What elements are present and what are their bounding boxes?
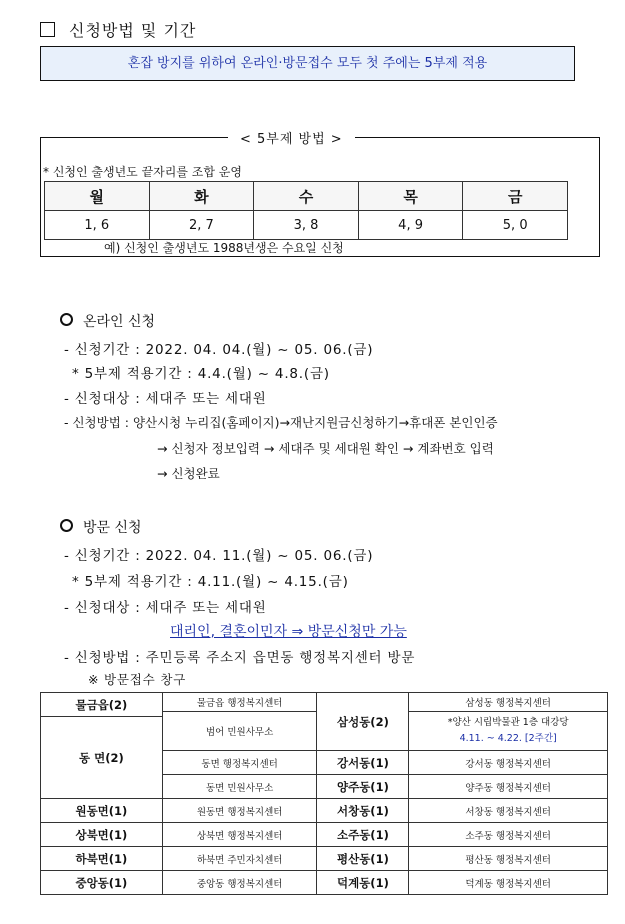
weekday-thu: 목 — [358, 182, 463, 211]
proxy-applicant-note: 대리인, 결혼이민자 ⇒ 방문신청만 가능 — [170, 624, 407, 640]
office-cell: 서창동 행정복지센터 — [409, 799, 608, 823]
table-row — [41, 693, 608, 712]
digit-mon: 1, 6 — [45, 211, 150, 240]
checkbox-icon — [40, 22, 55, 37]
visit-period: - 신청기간 : 2022. 04. 11.(월) ~ 05. 06.(금) — [64, 548, 374, 564]
area-cell: 덕계동(1) — [317, 871, 409, 895]
weekday-fri: 금 — [463, 182, 568, 211]
example-note: 예) 신청인 출생년도 1988년생은 수요일 신청 — [104, 241, 344, 255]
office-cell: 평산동 행정복지센터 — [409, 847, 608, 871]
office-cell: 원동면 행정복지센터 — [162, 799, 317, 823]
weekday-wed: 수 — [254, 182, 359, 211]
digit-row — [45, 211, 568, 240]
online-period: - 신청기간 : 2022. 04. 04.(월) ~ 05. 06.(금) — [64, 342, 374, 358]
office-cell — [409, 712, 608, 751]
area-cell: 양주동(1) — [317, 775, 409, 799]
office-cell: 양주동 행정복지센터 — [409, 775, 608, 799]
area-cell: 삼성동(2) — [317, 693, 409, 751]
office-cell: 범어 민원사무소 — [162, 712, 317, 751]
area-cell: 물금읍(2) — [41, 693, 163, 717]
digit-wed: 3, 8 — [254, 211, 359, 240]
circle-bullet-icon — [60, 313, 73, 326]
notice-text: 혼잡 방지를 위하여 온라인·방문접수 모두 첫 주에는 5부제 적용 — [127, 56, 488, 71]
visit-office-table — [40, 692, 608, 895]
office-cell: 동면 행정복지센터 — [162, 751, 317, 775]
visit-counter-label: ※ 방문접수 창구 — [88, 672, 187, 687]
section-title — [40, 18, 196, 41]
section-title-text: 신청방법 및 기간 — [69, 21, 197, 40]
online-target: - 신청대상 : 세대주 또는 세대원 — [64, 391, 267, 407]
table-row — [41, 799, 608, 823]
visit-five-period: * 5부제 적용기간 : 4.11.(월) ~ 4.15.(금) — [72, 574, 349, 590]
visit-target: - 신청대상 : 세대주 또는 세대원 — [64, 600, 267, 616]
circle-bullet-icon — [60, 519, 73, 532]
museum-office-text: *양산 시립박물관 1층 대강당 — [447, 717, 569, 728]
office-cell: 삼성동 행정복지센터 — [409, 693, 608, 712]
office-cell: 소주동 행정복지센터 — [409, 823, 608, 847]
area-cell: 동 면(2) — [41, 717, 163, 799]
digit-tue: 2, 7 — [149, 211, 254, 240]
area-cell: 원동면(1) — [41, 799, 163, 823]
office-cell: 동면 민원사무소 — [162, 775, 317, 799]
online-method-2: → 신청자 정보입력 → 세대주 및 세대원 확인 → 계좌번호 입력 — [157, 441, 494, 456]
office-cell: 물금읍 행정복지센터 — [162, 693, 317, 712]
five-day-rotation-note: * 신청인 출생년도 끝자리를 조합 운영 — [43, 165, 242, 179]
visit-method: - 신청방법 : 주민등록 주소지 읍면동 행정복지센터 방문 — [64, 650, 416, 666]
weekday-mon: 월 — [45, 182, 150, 211]
five-day-rotation-title: < 5부제 방법 > — [228, 128, 355, 147]
area-cell: 중앙동(1) — [41, 871, 163, 895]
online-method-3: → 신청완료 — [157, 466, 220, 481]
weekday-tue: 화 — [149, 182, 254, 211]
online-method-1: - 신청방법 : 양산시청 누리집(홈페이지)→재난지원금신청하기→휴대폰 본인인증 — [64, 415, 498, 430]
museum-office-period: 4.11. ~ 4.22. [2주간] — [459, 733, 557, 744]
table-row — [41, 847, 608, 871]
table-row — [41, 823, 608, 847]
online-heading — [60, 311, 155, 331]
area-cell: 소주동(1) — [317, 823, 409, 847]
weekday-header-row — [45, 182, 568, 211]
area-cell: 평산동(1) — [317, 847, 409, 871]
office-cell: 상북면 행정복지센터 — [162, 823, 317, 847]
visit-heading — [60, 517, 142, 537]
digit-fri: 5, 0 — [463, 211, 568, 240]
weekday-table — [44, 181, 568, 240]
online-heading-text: 온라인 신청 — [83, 314, 156, 330]
area-cell: 서창동(1) — [317, 799, 409, 823]
area-cell: 하북면(1) — [41, 847, 163, 871]
area-cell: 상북면(1) — [41, 823, 163, 847]
online-five-period: * 5부제 적용기간 : 4.4.(월) ~ 4.8.(금) — [72, 366, 330, 382]
office-cell: 중앙동 행정복지센터 — [162, 871, 317, 895]
table-row — [41, 871, 608, 895]
notice-box — [40, 46, 575, 81]
office-cell: 하북면 주민자치센터 — [162, 847, 317, 871]
visit-heading-text: 방문 신청 — [83, 520, 142, 536]
area-cell: 강서동(1) — [317, 751, 409, 775]
office-cell: 강서동 행정복지센터 — [409, 751, 608, 775]
digit-thu: 4, 9 — [358, 211, 463, 240]
office-cell: 덕계동 행정복지센터 — [409, 871, 608, 895]
